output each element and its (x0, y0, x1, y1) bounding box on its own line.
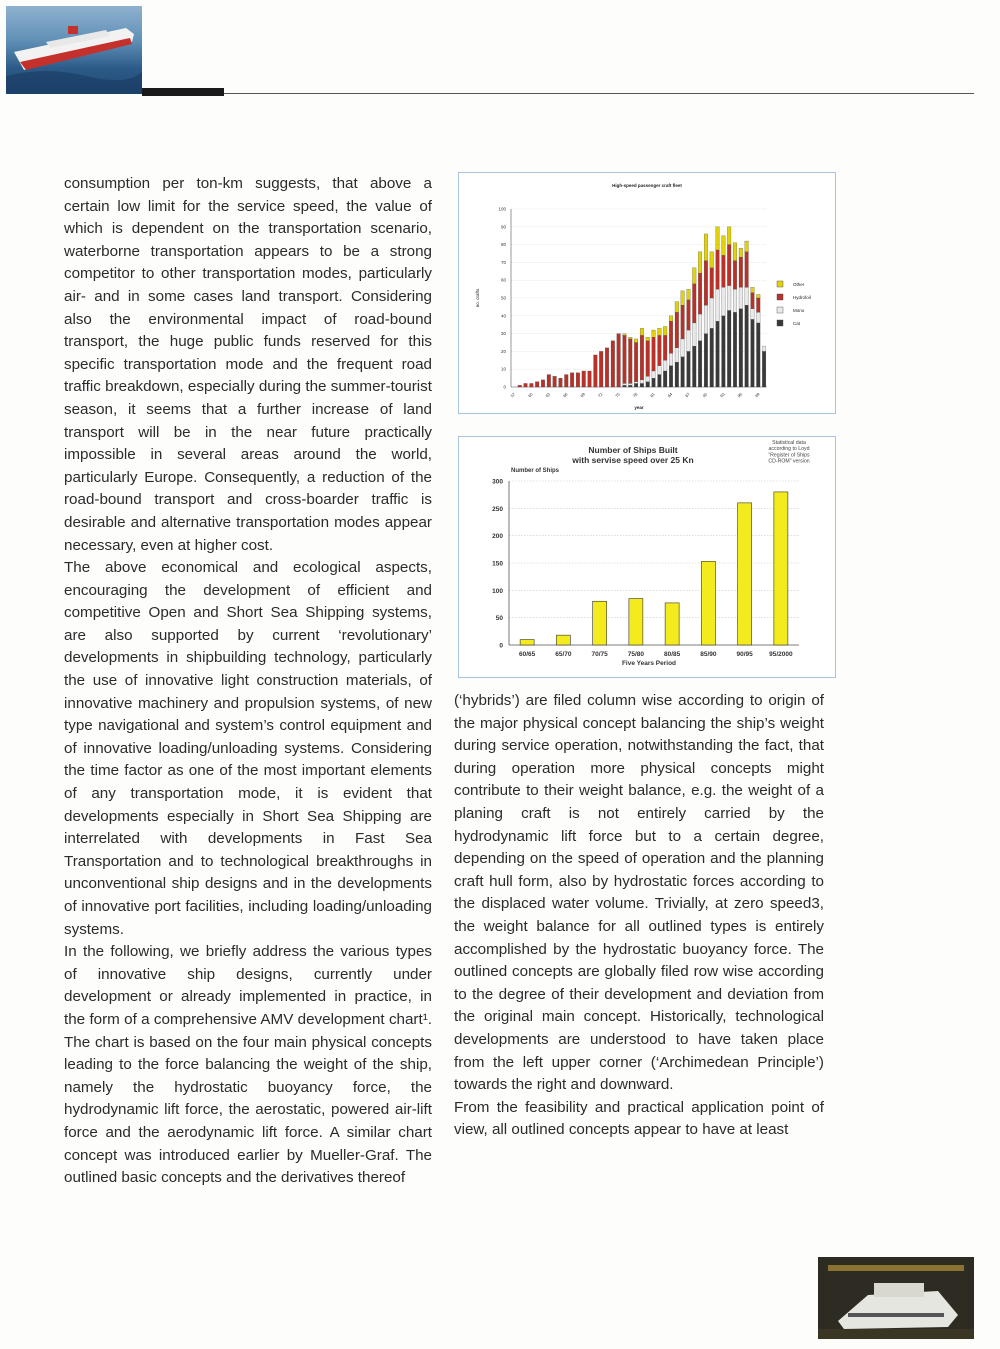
bar-segment (594, 355, 598, 387)
bar-segment (698, 314, 702, 341)
y-tick-label: 100 (498, 206, 506, 212)
y-tick-label: 80 (500, 242, 506, 248)
x-tick-label: 75/80 (627, 651, 645, 658)
chart-title: High-speed passenger craft fleet (612, 183, 682, 188)
bar-segment (704, 261, 708, 306)
bar-segment (745, 252, 749, 288)
left-column (64, 173, 432, 1190)
bar-segment (652, 337, 656, 371)
y-tick-label: 0 (503, 384, 506, 390)
y-axis-label: no. crafts (475, 288, 480, 308)
chart-note-line: CD-ROM” version (768, 458, 810, 465)
bar-segment (756, 323, 760, 387)
fleet-chart-panel (458, 172, 836, 414)
bar-segment (745, 241, 749, 252)
x-tick-label: 99 (753, 391, 761, 399)
bar-segment (658, 328, 662, 335)
x-tick-label: 90/95 (736, 651, 753, 658)
chart-note-line: Statistical data (772, 440, 806, 446)
bar-segment (611, 341, 615, 387)
bar-segment (663, 326, 667, 335)
chart-note-line: according to Loyd (768, 446, 810, 453)
bar-segment (675, 302, 679, 313)
bar-segment (716, 250, 720, 289)
x-tick-label: 80/85 (663, 651, 681, 658)
legend-label: Cat (793, 321, 801, 326)
y-tick-label: 150 (492, 560, 503, 568)
bar-segment (704, 305, 708, 333)
bar-segment (663, 360, 667, 371)
header-bar (142, 88, 224, 96)
bar-segment (675, 362, 679, 387)
chart-note (768, 440, 810, 465)
x-tick-label: 75 (614, 391, 621, 399)
x-tick-label: 70/75 (591, 651, 608, 658)
bar-segment (652, 330, 656, 337)
bar-segment (640, 380, 644, 384)
bar-segment (727, 286, 731, 311)
bar-segment (663, 371, 667, 387)
bar-segment (646, 382, 650, 387)
bar-segment (582, 371, 586, 387)
bar-segment (541, 380, 545, 387)
ships-built-chart-panel (458, 436, 836, 678)
bar (701, 561, 715, 645)
bar-segment (727, 245, 731, 286)
bar (629, 599, 643, 645)
x-tick-label: 60 (526, 391, 534, 399)
bar-segment (646, 341, 650, 377)
bar-segment (605, 348, 609, 387)
left-paragraph-1: consumption per ton-km suggests, that above a certain low limit for the service speed, the value of which is dependent on the transportation scenario, waterborne transportation appears to be a strong competitor to other transportation modes, particularly air- and in some cases land transport. Considering also the environmental impact of road-bound transport, the huge public funds reserved for this specific transportation mode and the frequent road traffic breakdown, especially during the summer-tourist season, it seems that a further increase of land transport will be in the near future practically impossible in several areas around the world, particularly Europe. Consequently, a reduction of the road-bound transport and cross-boarder traffic is desirable and alternative transportation modes appear necessary, even at higher cost. (64, 175, 432, 554)
bar-segment (547, 375, 551, 387)
bar-segment (756, 294, 760, 298)
bar-segment (687, 300, 691, 330)
bar-segment (623, 335, 627, 383)
legend-label: Mono (793, 308, 805, 313)
bar-segment (628, 383, 632, 385)
y-tick-label: 0 (499, 642, 503, 650)
x-axis-label: Five Years Period (621, 660, 677, 667)
bar-segment (751, 287, 755, 292)
bar-segment (733, 243, 737, 261)
bar-segment (524, 383, 528, 387)
shipyard-photo-icon (818, 1257, 974, 1339)
x-tick-label: 81 (649, 391, 656, 399)
bar-segment (745, 305, 749, 387)
bar-segment (669, 366, 673, 387)
bar (593, 601, 607, 645)
x-tick-label: 84 (666, 391, 674, 399)
x-tick-label: 60/65 (518, 651, 536, 658)
bar-segment (535, 382, 539, 387)
bar-segment (681, 291, 685, 305)
y-tick-label: 300 (492, 478, 503, 486)
bar-segment (687, 351, 691, 387)
bar (774, 492, 788, 645)
bar-segment (727, 310, 731, 387)
bar-segment (716, 227, 720, 250)
x-tick-label: 65/70 (555, 651, 572, 658)
y-tick-label: 50 (495, 615, 503, 623)
y-axis-label: Number of Ships (511, 468, 560, 474)
y-tick-label: 20 (500, 348, 506, 354)
bar-segment (687, 330, 691, 351)
bar (556, 635, 570, 645)
bar-segment (640, 328, 644, 335)
y-tick-label: 40 (500, 313, 506, 319)
bar-segment (658, 366, 662, 375)
chart-note-line: “Register of Ships (768, 452, 810, 459)
bar-segment (658, 335, 662, 365)
bar-segment (739, 287, 743, 308)
x-tick-label: 90 (701, 391, 709, 399)
bar-segment (756, 312, 760, 323)
bar-segment (623, 385, 627, 387)
bar-segment (722, 287, 726, 315)
bar-segment (646, 337, 650, 341)
bar-segment (692, 268, 696, 284)
legend-label: Hydrofoil (793, 295, 811, 300)
bar-segment (716, 289, 720, 321)
right-paragraph-2: From the feasibility and practical application point of view, all outlined concepts appear to have at least (454, 1098, 824, 1139)
bar-segment (634, 343, 638, 382)
bar-segment (588, 371, 592, 387)
y-tick-label: 60 (500, 277, 506, 283)
x-tick-label: 63 (544, 391, 552, 399)
y-tick-label: 90 (500, 224, 506, 230)
bar-segment (553, 376, 557, 387)
x-tick-label: 85/90 (700, 651, 717, 658)
bar-segment (634, 382, 638, 384)
legend-swatch (777, 294, 783, 300)
bar-segment (698, 252, 702, 273)
bar-segment (669, 353, 673, 365)
bar-segment (634, 339, 638, 343)
bar-segment (739, 248, 743, 257)
legend-swatch (777, 307, 783, 313)
bar-segment (576, 373, 580, 387)
legend-swatch (777, 281, 783, 287)
x-tick-label: 72 (596, 391, 604, 399)
x-tick-label: 57 (509, 391, 517, 399)
legend-swatch (777, 320, 783, 326)
bar-segment (710, 298, 714, 328)
bar-segment (681, 339, 685, 357)
bar-segment (751, 293, 755, 309)
bar-segment (733, 289, 737, 312)
ships-built-chart (459, 437, 835, 677)
bar-segment (669, 321, 673, 353)
ship-photo-illustration (6, 6, 142, 94)
right-column (454, 690, 824, 1142)
bar (665, 603, 679, 645)
bar-segment (704, 234, 708, 261)
bar-segment (739, 309, 743, 387)
y-tick-label: 50 (500, 295, 506, 301)
y-tick-label: 30 (500, 331, 506, 337)
bar-segment (710, 252, 714, 268)
bar-segment (745, 287, 749, 305)
bar-segment (675, 312, 679, 348)
bar-segment (646, 376, 650, 381)
x-axis-label: year (634, 405, 644, 410)
bar-segment (692, 323, 696, 346)
bar-segment (652, 371, 656, 378)
header-rule (224, 93, 974, 94)
bar-segment (663, 335, 667, 360)
right-paragraph-1: (‘hybrids’) are filed column wise according to origin of the major physical concept balancing the ship’s weight during service operation, notwithstanding the fact, that during operation more physical concepts might contribute to their weight balance, e.g. the weight of a planing craft is not entirely carried by the hydrodynamic lift force but to a certain degree, depending on the speed of operation and the planning craft hull form, also by hydrostatic forces according to the displaced water volume. Trivially, at zero speed3, the weight balance for all outlined types is entirely accomplished by the hydrostatic buoyancy force. The outlined concepts are globally filed row wise according to the degree of their development and deviation from the original main concept. Historically, technological developments are understood to have taken place from the left upper corner (‘Archimedean Principle’) towards the right and downward. (454, 692, 824, 1094)
bar (738, 503, 752, 645)
x-tick-label: 78 (631, 391, 639, 399)
bar-segment (669, 316, 673, 321)
left-paragraph-2: The above economical and ecological aspects, encouraging the development of efficient and competitive Open and Short Sea Shipping systems, are also supported by current ‘revolutionary’ developments in shipbuilding technology, particularly the use of innovative light construction materials, of innovative machinery and propulsion systems, of new type navigational and system’s control equipment and of innovative loading/unloading systems. Considering the time factor as one of the most important elements of any transportation mode, it is evident that developments especially in Short Sea Shipping are interrelated with developments in Fast Sea Transportation and to technological breakthroughs in unconventional ship designs and in the developments of innovative port facilities, including loading/unloading systems. (64, 559, 432, 938)
y-tick-label: 70 (500, 259, 506, 265)
bar-segment (681, 357, 685, 387)
y-tick-label: 100 (492, 587, 503, 595)
bar-segment (698, 341, 702, 387)
bar-segment (640, 335, 644, 380)
bar (520, 640, 534, 645)
bar-segment (710, 328, 714, 387)
bar-segment (687, 289, 691, 300)
left-paragraph-3: In the following, we briefly address the various types of innovative ship designs, currently under development or already implemented in practice, in the form of a comprehensive AMV development chart¹. The chart is based on the four main physical concepts leading to the force balancing the weight of the ship, namely the hydrostatic buoyancy force, the hydrodynamic lift force, the aerostatic, powered air-lift force and the aerodynamic lift force. A similar chart concept was introduced earlier by Mueller-Graf. The outlined basic concepts and the derivatives thereof (64, 943, 432, 1187)
bar-segment (710, 268, 714, 298)
y-tick-label: 10 (500, 366, 506, 372)
bar-segment (617, 334, 621, 387)
y-tick-label: 250 (492, 505, 503, 513)
bar-segment (751, 319, 755, 387)
bar-segment (623, 334, 627, 336)
bar-segment (652, 378, 656, 387)
fleet-chart (459, 173, 835, 413)
chart-title-line-1: Number of Ships Built (588, 445, 678, 455)
bar-segment (518, 385, 522, 387)
bar-segment (681, 305, 685, 339)
bar-segment (692, 284, 696, 323)
x-tick-label: 69 (579, 391, 587, 399)
bar-segment (530, 383, 534, 387)
x-tick-label: 87 (684, 391, 691, 399)
x-tick-label: 95/2000 (769, 651, 793, 658)
bar-segment (756, 298, 760, 312)
x-tick-label: 93 (718, 391, 726, 399)
bar-segment (716, 321, 720, 387)
bar-segment (762, 351, 766, 387)
bar-segment (675, 348, 679, 362)
bar-segment (704, 334, 708, 387)
bar-segment (564, 375, 568, 387)
ship-photo-icon (6, 6, 142, 94)
chart-title-line-2: with servise speed over 25 Kn (572, 455, 694, 465)
bar-segment (559, 378, 563, 387)
bar-segment (570, 373, 574, 387)
bar-segment (751, 309, 755, 320)
x-tick-label: 66 (561, 391, 569, 399)
bar-segment (698, 273, 702, 314)
bar-segment (722, 255, 726, 287)
bar-segment (722, 316, 726, 387)
bar-segment (628, 385, 632, 387)
y-tick-label: 200 (492, 533, 503, 541)
bar-segment (628, 339, 632, 384)
bar-segment (762, 346, 766, 351)
bar-segment (733, 261, 737, 289)
bar-segment (599, 351, 603, 387)
bar-segment (640, 383, 644, 387)
bar-segment (722, 236, 726, 256)
x-tick-label: 96 (736, 391, 744, 399)
bar-segment (634, 383, 638, 387)
shipyard-photo-illustration (818, 1257, 974, 1339)
bar-segment (623, 383, 627, 385)
bar-segment (658, 375, 662, 387)
legend-label: Other (793, 282, 805, 287)
bar-segment (739, 257, 743, 287)
bar-segment (692, 346, 696, 387)
bar-segment (733, 312, 737, 387)
bar-segment (628, 337, 632, 339)
bar-segment (727, 227, 731, 245)
